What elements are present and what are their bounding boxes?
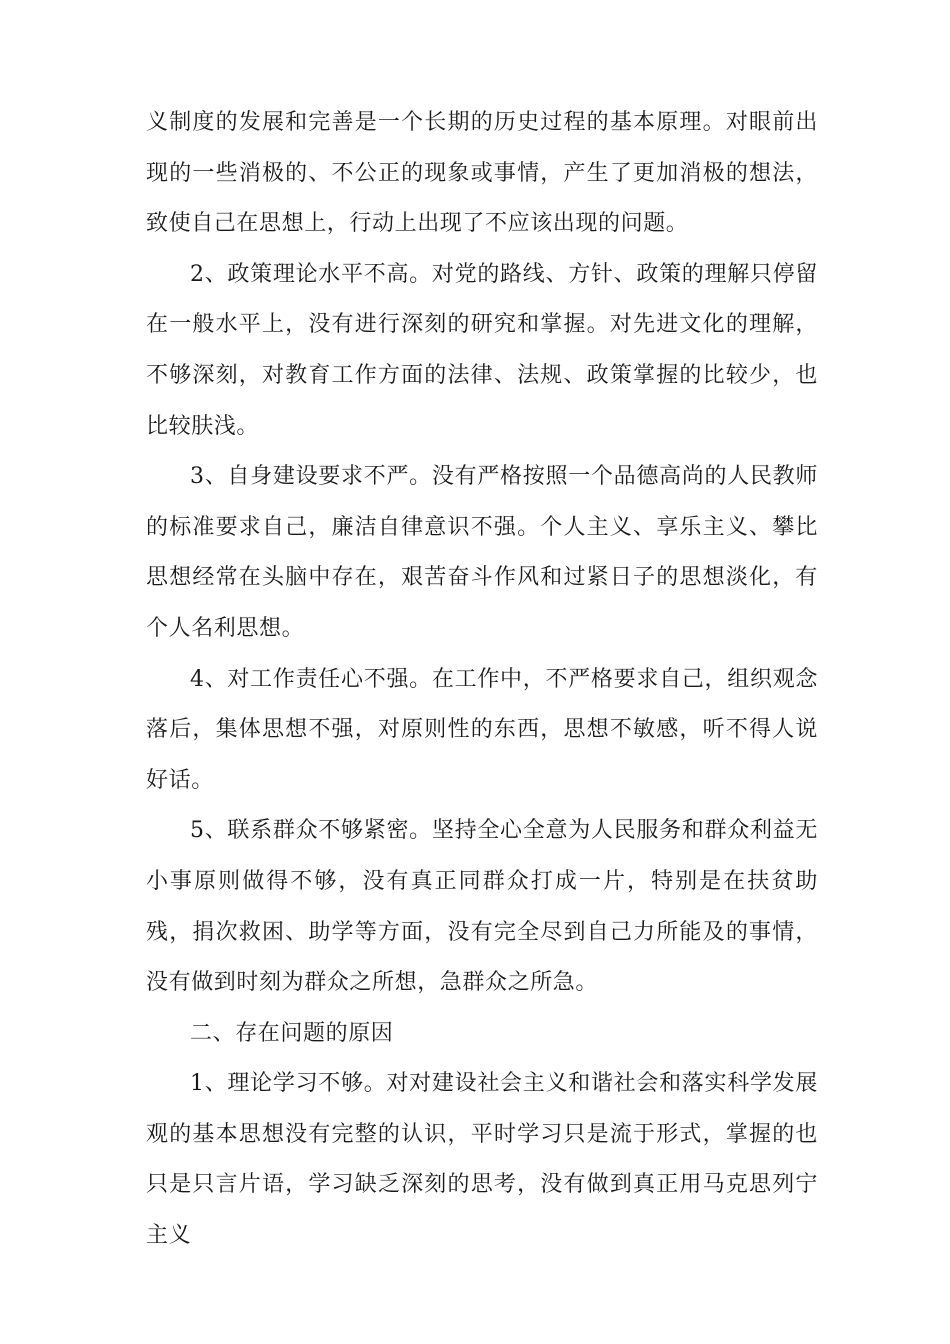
section-heading-causes: 二、存在问题的原因: [190, 1020, 394, 1046]
paragraph-item-4: 4、对工作责任心不强。在工作中，不严格要求自己，组织观念落后，集体思想不强，对原则性的东西，思想不敏感，听不得人说好话。: [146, 666, 818, 793]
paragraph-item-3: 3、自身建设要求不严。没有严格按照一个品德高尚的人民教师的标准要求自己，廉洁自律意识不强。个人主义、享乐主义、攀比思想经常在头脑中存在，艰苦奋斗作风和过紧日子的思想淡化，有个人名利思想。: [146, 464, 818, 641]
paragraph-continuation: 义制度的发展和完善是一个长期的历史过程的基本原理。对眼前出现的一些消极的、不公正的现象或事情，产生了更加消极的想法，致使自己在思想上，行动上出现了不应该出现的问题。: [146, 110, 818, 237]
paragraph-item-2: 2、政策理论水平不高。对党的路线、方针、政策的理解只停留在一般水平上，没有进行深刻的研究和掌握。对先进文化的理解，不够深刻，对教育工作方面的法律、法规、政策掌握的比较少，也比较肤浅。: [146, 261, 818, 439]
document-body: [146, 98, 818, 1262]
paragraph-cause-1: 1、理论学习不够。对对建设社会主义和谐社会和落实科学发展观的基本思想没有完整的认识，平时学习只是流于形式，掌握的也只是只言片语，学习缺乏深刻的思考，没有做到真正用马克思列宁主义: [146, 1071, 818, 1249]
paragraph-item-5: 5、联系群众不够紧密。坚持全心全意为人民服务和群众利益无小事原则做得不够，没有真正同群众打成一片，特别是在扶贫助残，捐次救困、助学等方面，没有完全尽到自己力所能及的事情，没有做到时刻为群众之所想，急群众之所急。: [146, 818, 818, 996]
